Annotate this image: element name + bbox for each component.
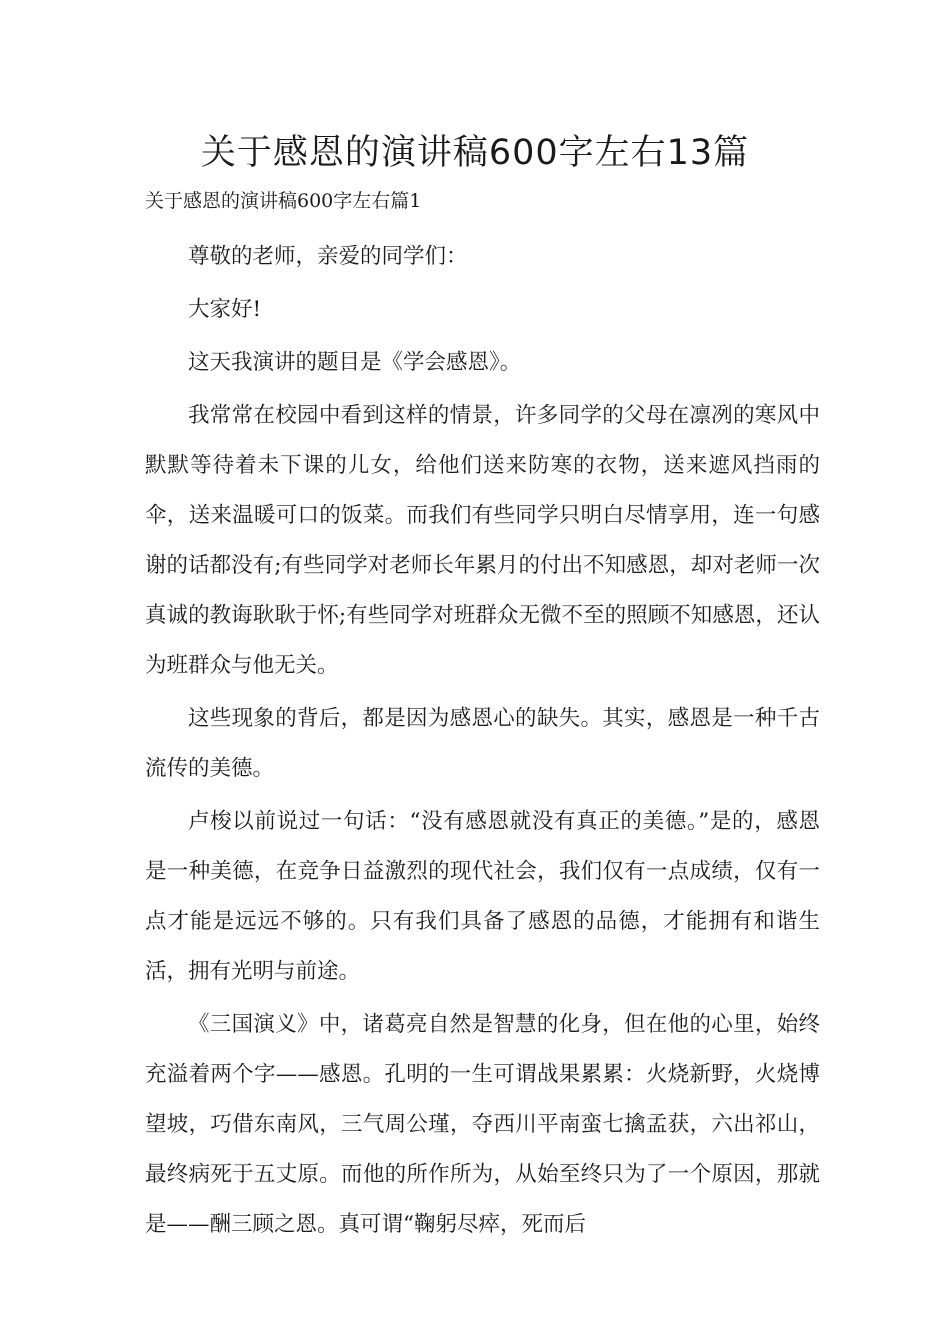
section-heading: 关于感恩的演讲稿600字左右篇1 bbox=[145, 190, 422, 212]
paragraph-gratitude-virtue: 这些现象的背后，都是因为感恩心的缺失。其实，感恩是一种千古流传的美德。 bbox=[145, 706, 820, 781]
paragraph-greeting: 尊敬的老师，亲爱的同学们： bbox=[188, 244, 468, 269]
paragraph-campus-scene: 我常常在校园中看到这样的情景，许多同学的父母在凛冽的寒风中默默等待着未下课的儿女，给他们送来防寒的衣物，送来遮风挡雨的伞，送来温暖可口的饭菜。而我们有些同学只明白尽情享用，连一句感谢的话都没有;有些同学对老师长年累月的付出不知感恩，却对老师一次真诚的教诲耿耿于怀;有些同学对班群众无微不至的照顾不知感恩，还认为班群众与他无关。 bbox=[145, 403, 820, 678]
document-body bbox=[145, 232, 820, 1253]
paragraph-hello: 大家好! bbox=[188, 297, 262, 322]
paragraph-rousseau-quote: 卢梭以前说过一句话：“没有感恩就没有真正的美德。”是的，感恩是一种美德，在竞争日益激烈的现代社会，我们仅有一点成绩，仅有一点才能是远远不够的。只有我们具备了感恩的品德，才能拥有和谐生活，拥有光明与前途。 bbox=[145, 809, 820, 984]
document-title: 关于感恩的演讲稿600字左右13篇 bbox=[200, 133, 750, 173]
paragraph-three-kingdoms: 《三国演义》中，诸葛亮自然是智慧的化身，但在他的心里，始终充溢着两个字——感恩。孔明的一生可谓战果累累：火烧新野，火烧博望坡，巧借东南风，三气周公瑾，夺西川平南蛮七擒孟获，六出祁山，最终病死于五丈原。而他的所作所为，从始至终只为了一个原因，那就是——酬三顾之恩。真可谓“鞠躬尽瘁，死而后 bbox=[145, 1012, 820, 1237]
paragraph-topic: 这天我演讲的题目是《学会感恩》。 bbox=[188, 350, 522, 375]
